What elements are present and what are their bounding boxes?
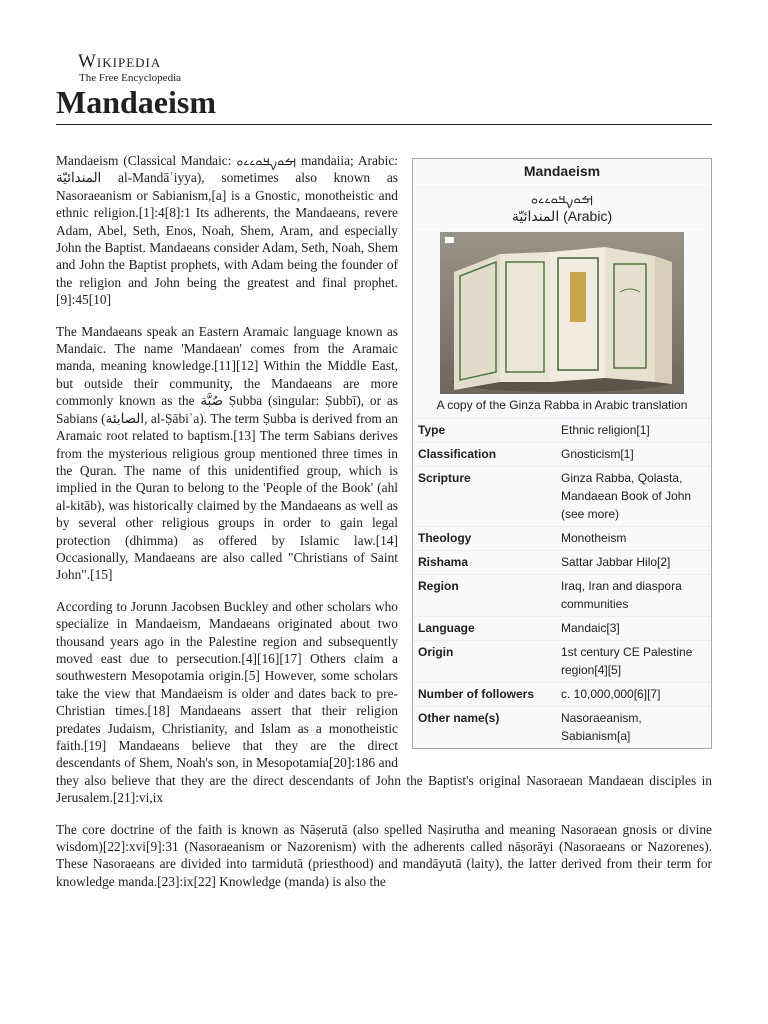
- page-title: Mandaeism: [56, 84, 216, 120]
- infobox: [412, 158, 712, 749]
- title-divider: [56, 124, 712, 125]
- infobox-mandaic-script: ࡌࡀࡍࡃࡀࡉࡉࡀ: [530, 190, 594, 206]
- infobox-row-classification: Classification Gnosticism[1]: [413, 442, 711, 466]
- infobox-arabic-text: المندائيّة: [511, 208, 560, 224]
- infobox-row-region: Region Iraq, Iran and diaspora communities: [413, 574, 711, 616]
- ginza-rabba-image[interactable]: [440, 232, 684, 394]
- paragraph-intro: Mandaeism (Classical Mandaic: ࡌࡀࡍࡃࡀࡉࡉࡀ mandaiia; Arabic: المندائيّة al-Mandāʾiyya), sometimes also known as Nasoraeanism or Sabianism,[a] is a Gnostic, monotheistic and ethnic religion.[1]:4[8]:1 Its adherents, the Mandaeans, revere Adam, Abel, Seth, Enos, Noah, Shem, Aram, and especially John the Baptist. Mandaeans consider Adam, Seth, Noah, Shem and John the Baptist prophets, with Adam being the founder of the religion and John being the greatest and final prophet.[9]:45[10]: [56, 153, 399, 308]
- book-illustration: [440, 232, 684, 394]
- infobox-title: Mandaeism: [413, 159, 711, 185]
- infobox-arabic-label[interactable]: (Arabic): [563, 208, 613, 224]
- image-enlarge-icon[interactable]: [444, 236, 455, 244]
- paragraph-origins: According to Jorunn Jacobsen Buckley and other scholars who specialize in Mandaeism, Mandaeans originated about two thousand years ago in the Palestine region and subsequently moved east due to persecution.[4][16][17] Others claim a southwestern Mesopotamia origin.[5] However, some scholars take the view that Mandaeism is older and dates back to pre-Christian times.[18] Mandaeans assert that their religion predates Judaism, Christianity, and Islam as a monotheistic faith.[19] Mandaeans believe that they are the direct descendants of Shem, Noah's son, in Mesopotamia[20]:186 and they also believe that they are the direct descendants of John the Baptist's original Nasoraean Mandaean disciples in Jerusalem.[21]:vi,ix: [56, 598, 712, 806]
- infobox-arabic-name: [413, 207, 711, 230]
- infobox-row-followers: Number of followers c. 10,000,000[6][7]: [413, 682, 711, 706]
- paragraph-language: The Mandaeans speak an Eastern Aramaic language known as Mandaic. The name 'Mandaean' comes from the Aramaic manda, meaning knowledge.[11][12] Within the Middle East, but outside their community, the Mandaeans are more commonly known as the صُبَّة Ṣubba (singular: Ṣubbī), or as Sabians (الصابئة, al-Ṣābiʾa). The term Ṣubba is derived from an Aramaic root related to baptism.[13] The term Sabians derives from the mysterious religious group mentioned three times in the Quran. The name of this unidentified group, which is implied in the Quran to belong to the 'People of the Book' (ahl al-kitāb), was historically claimed by the Mandaeans as well as by several other religious groups in order to gain legal protection (dhimma) as offered by Islamic law.[14] Occasionally, Mandaeans are also called "Christians of Saint John".[15]: [56, 323, 399, 583]
- infobox-row-theology: Theology Monotheism: [413, 526, 711, 550]
- logo-tagline: The Free Encyclopedia: [79, 72, 182, 84]
- infobox-row-language: Language Mandaic[3]: [413, 616, 711, 640]
- wikipedia-logo[interactable]: [78, 52, 181, 84]
- article-body: [56, 152, 712, 904]
- infobox-row-type: Type Ethnic religion[1]: [413, 418, 711, 442]
- logo-wordmark: Wikipedia: [78, 51, 162, 72]
- infobox-row-scripture: Scripture Ginza Rabba, Qolasta, Mandaean Book of John (see more): [413, 466, 711, 526]
- infobox-row-origin: Origin 1st century CE Palestine region[4][5]: [413, 640, 711, 682]
- infobox-row-other-names: Other name(s) Nasoraeanism, Sabianism[a]: [413, 706, 711, 748]
- paragraph-doctrine: The core doctrine of the faith is known as Nāṣerutā (also spelled Naṣiruthа and meaning Nasoraean gnosis or divine wisdom)[22]:xvi[9]:31 (Nasoraeanism or Nazorenism) with the adherents called nāṣorāyi (Nasoraeans or Nazorenes). These Nasoraeans are divided into tarmidutā (priesthood) and mandāyutā (laity), the latter derived from their term for knowledge manda.[23]:ix[22] Knowledge (manda) is also the: [56, 821, 712, 889]
- infobox-caption: A copy of the Ginza Rabba in Arabic translation: [436, 398, 688, 412]
- infobox-row-rishama: Rishama Sattar Jabbar Hilo[2]: [413, 550, 711, 574]
